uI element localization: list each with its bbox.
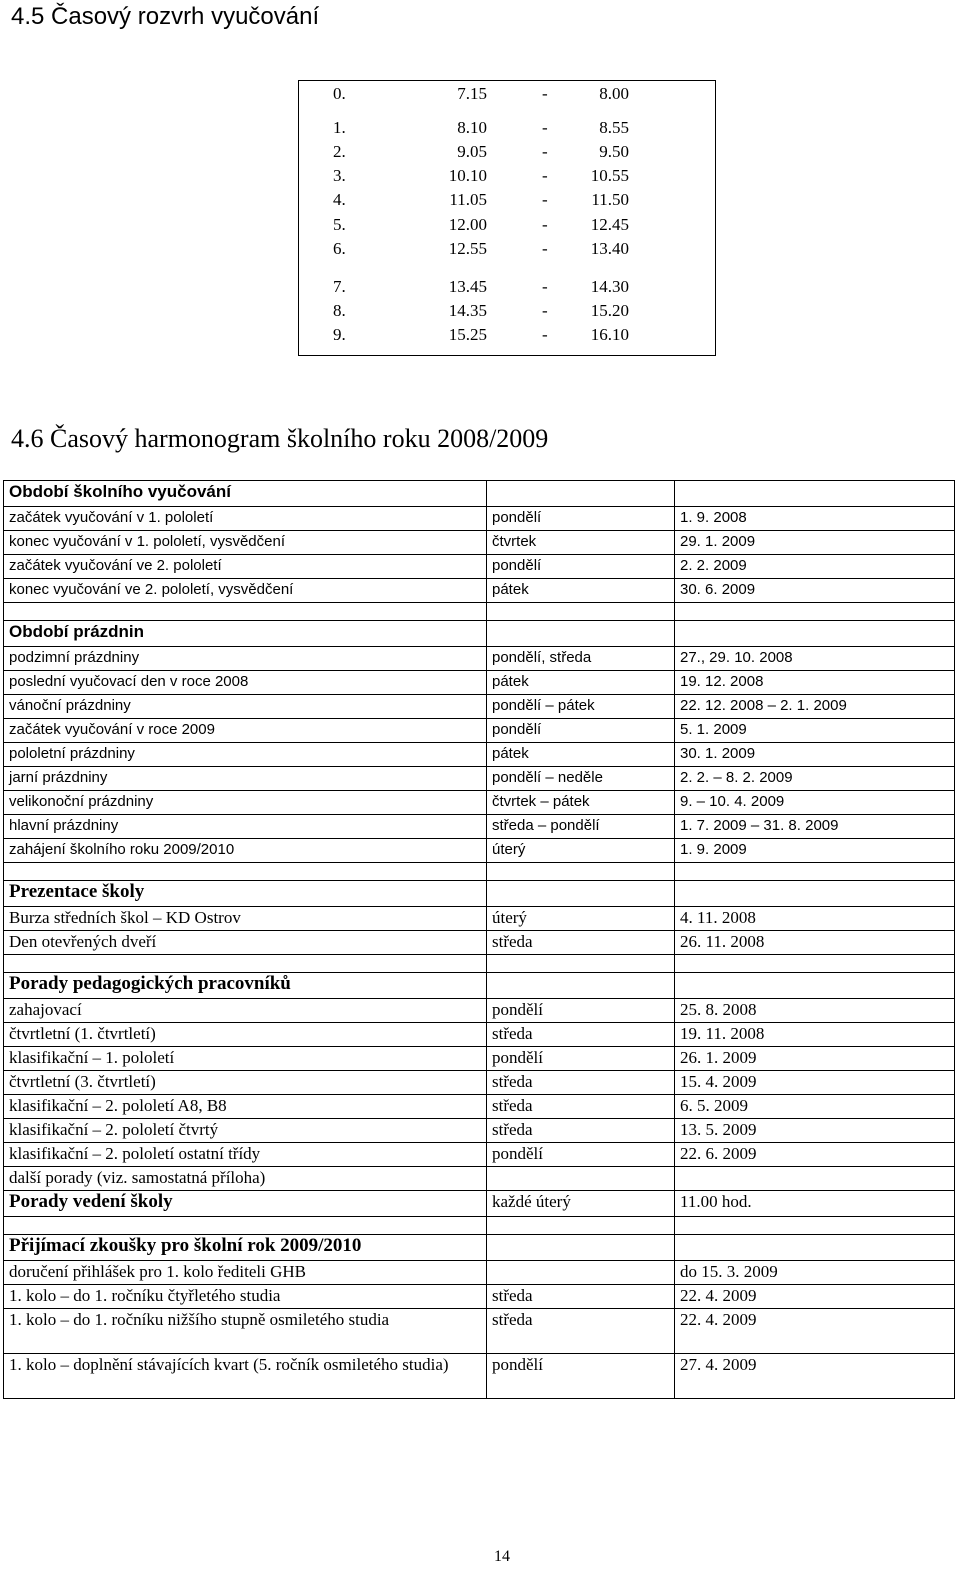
date-cell: 30. 6. 2009: [675, 579, 955, 603]
date-cell: 22. 6. 2009: [675, 1143, 955, 1167]
table-row: [4, 767, 955, 791]
time-to: 12.45: [590, 215, 629, 234]
date-cell: 15. 4. 2009: [675, 1071, 955, 1095]
section-header-row: [4, 973, 955, 999]
time-dash: -: [542, 325, 548, 344]
day-cell: pondělí: [487, 999, 675, 1023]
schedule-row: [299, 189, 715, 211]
section-header-row: [4, 1191, 955, 1217]
table-row: [4, 671, 955, 695]
time-from: 14.35: [448, 301, 487, 320]
day-cell: pondělí: [487, 1354, 675, 1399]
time-dash: -: [542, 190, 548, 209]
date-cell: 5. 1. 2009: [675, 719, 955, 743]
table-row: [4, 1143, 955, 1167]
day-cell: středa: [487, 931, 675, 955]
date-cell: 22. 4. 2009: [675, 1285, 955, 1309]
table-row: [4, 579, 955, 603]
empty-cell: [487, 881, 675, 907]
event-cell: další porady (viz. samostatná příloha): [4, 1167, 487, 1191]
date-cell: 19. 12. 2008: [675, 671, 955, 695]
date-cell: 27. 4. 2009: [675, 1354, 955, 1399]
date-cell: 19. 11. 2008: [675, 1023, 955, 1047]
time-to: 8.55: [599, 118, 629, 137]
schedule-row: [299, 165, 715, 187]
date-cell: 22. 4. 2009: [675, 1309, 955, 1354]
table-row: [4, 999, 955, 1023]
day-cell: úterý: [487, 839, 675, 863]
event-cell: čtvrtletní (3. čtvrtletí): [4, 1071, 487, 1095]
day-cell: [487, 1261, 675, 1285]
table-row: [4, 1119, 955, 1143]
table-row: [4, 1285, 955, 1309]
day-cell: pondělí – pátek: [487, 695, 675, 719]
time-dash: -: [542, 142, 548, 161]
table-row: [4, 1261, 955, 1285]
empty-cell: [675, 881, 955, 907]
date-cell: 26. 11. 2008: [675, 931, 955, 955]
date-cell: 25. 8. 2008: [675, 999, 955, 1023]
event-cell: velikonoční prázdniny: [4, 791, 487, 815]
time-to: 16.10: [590, 325, 629, 344]
spacer-cell: [4, 863, 487, 881]
day-cell: úterý: [487, 907, 675, 931]
lesson-number: 3.: [333, 166, 346, 185]
spacer-row: [4, 863, 955, 881]
date-cell: 26. 1. 2009: [675, 1047, 955, 1071]
time-to: 14.30: [590, 277, 629, 296]
day-cell: čtvrtek – pátek: [487, 791, 675, 815]
spacer-cell: [675, 955, 955, 973]
day-cell: pondělí: [487, 555, 675, 579]
event-cell: poslední vyučovací den v roce 2008: [4, 671, 487, 695]
section-title: Období školního vyučování: [4, 481, 487, 507]
event-cell: klasifikační – 2. pololetí A8, B8: [4, 1095, 487, 1119]
table-row: [4, 719, 955, 743]
empty-cell: [487, 621, 675, 647]
date-cell: 2. 2. – 8. 2. 2009: [675, 767, 955, 791]
event-cell: podzimní prázdniny: [4, 647, 487, 671]
schedule-row: [299, 276, 715, 298]
date-cell: 6. 5. 2009: [675, 1095, 955, 1119]
time-from: 13.45: [448, 277, 487, 296]
event-cell: konec vyučování ve 2. pololetí, vysvědčení: [4, 579, 487, 603]
school-year-timetable: [3, 480, 955, 1399]
event-cell: klasifikační – 2. pololetí ostatní třídy: [4, 1143, 487, 1167]
section-heading-4-6: 4.6 Časový harmonogram školního roku 2008/2009: [11, 424, 549, 453]
event-cell: začátek vyučování v roce 2009: [4, 719, 487, 743]
schedule-row: [299, 300, 715, 322]
time-from: 11.05: [449, 190, 487, 209]
event-cell: 1. kolo – do 1. ročníku nižšího stupně osmiletého studia: [4, 1309, 487, 1354]
table-row: [4, 839, 955, 863]
table-row: [4, 1071, 955, 1095]
event-cell: čtvrtletní (1. čtvrtletí): [4, 1023, 487, 1047]
lesson-schedule-box: [298, 80, 716, 356]
day-cell: středa: [487, 1309, 675, 1354]
empty-cell: [675, 621, 955, 647]
empty-cell: [487, 973, 675, 999]
table-row: [4, 1354, 955, 1399]
date-cell: 1. 9. 2008: [675, 507, 955, 531]
spacer-cell: [487, 603, 675, 621]
empty-cell: [675, 1235, 955, 1261]
schedule-row: [299, 324, 715, 346]
spacer-cell: [675, 603, 955, 621]
day-cell: pátek: [487, 579, 675, 603]
spacer-cell: [675, 1217, 955, 1235]
event-cell: jarní prázdniny: [4, 767, 487, 791]
table-row: [4, 907, 955, 931]
day-cell: [487, 1167, 675, 1191]
table-row: [4, 1023, 955, 1047]
page-number: 14: [494, 1548, 510, 1565]
schedule-row: [299, 141, 715, 163]
event-cell: 1. kolo – doplnění stávajících kvart (5. ročník osmiletého studia): [4, 1354, 487, 1399]
schedule-row: [299, 214, 715, 236]
spacer-cell: [675, 863, 955, 881]
spacer-cell: [4, 603, 487, 621]
spacer-cell: [4, 955, 487, 973]
day-cell: středa: [487, 1023, 675, 1047]
event-cell: klasifikační – 2. pololetí čtvrtý: [4, 1119, 487, 1143]
day-cell: pátek: [487, 671, 675, 695]
date-cell: 30. 1. 2009: [675, 743, 955, 767]
event-cell: hlavní prázdniny: [4, 815, 487, 839]
spacer-cell: [4, 1217, 487, 1235]
day-cell: pondělí, středa: [487, 647, 675, 671]
day-cell: pátek: [487, 743, 675, 767]
section-header-row: [4, 621, 955, 647]
time-from: 12.55: [448, 239, 487, 258]
event-cell: 1. kolo – do 1. ročníku čtyřletého studia: [4, 1285, 487, 1309]
time-from: 15.25: [448, 325, 487, 344]
day-cell: středa – pondělí: [487, 815, 675, 839]
lesson-number: 2.: [333, 142, 346, 161]
time-from: 8.10: [457, 118, 487, 137]
date-cell: [675, 1167, 955, 1191]
day-cell: středa: [487, 1285, 675, 1309]
spacer-cell: [487, 1217, 675, 1235]
section-title: Porady vedení školy: [4, 1191, 487, 1217]
empty-cell: [487, 1235, 675, 1261]
date-cell: 22. 12. 2008 – 2. 1. 2009: [675, 695, 955, 719]
event-cell: zahájení školního roku 2009/2010: [4, 839, 487, 863]
spacer-row: [4, 1217, 955, 1235]
event-cell: začátek vyučování v 1. pololetí: [4, 507, 487, 531]
date-cell: 29. 1. 2009: [675, 531, 955, 555]
day-cell: pondělí: [487, 1047, 675, 1071]
section-header-row: [4, 881, 955, 907]
date-cell: 1. 7. 2009 – 31. 8. 2009: [675, 815, 955, 839]
day-cell: středa: [487, 1095, 675, 1119]
event-cell: začátek vyučování ve 2. pololetí: [4, 555, 487, 579]
day-cell: středa: [487, 1119, 675, 1143]
lesson-number: 1.: [333, 118, 346, 137]
table-row: [4, 507, 955, 531]
time-dash: -: [542, 239, 548, 258]
section-title: Prezentace školy: [4, 881, 487, 907]
time-to: 11.50: [591, 190, 629, 209]
time-dash: -: [542, 215, 548, 234]
table-row: [4, 555, 955, 579]
lesson-number: 9.: [333, 325, 346, 344]
day-cell: čtvrtek: [487, 531, 675, 555]
schedule-row: [299, 117, 715, 139]
schedule-row: [299, 83, 715, 105]
time-to: 13.40: [590, 239, 629, 258]
date-cell: 1. 9. 2009: [675, 839, 955, 863]
date-cell: 11.00 hod.: [675, 1191, 955, 1217]
lesson-number: 7.: [333, 277, 346, 296]
time-dash: -: [542, 84, 548, 103]
section-title: Porady pedagogických pracovníků: [4, 973, 487, 999]
date-cell: 2. 2. 2009: [675, 555, 955, 579]
event-cell: pololetní prázdniny: [4, 743, 487, 767]
time-dash: -: [542, 277, 548, 296]
time-to: 9.50: [599, 142, 629, 161]
empty-cell: [487, 481, 675, 507]
lesson-number: 0.: [333, 84, 346, 103]
table-row: [4, 531, 955, 555]
event-cell: klasifikační – 1. pololetí: [4, 1047, 487, 1071]
lesson-number: 4.: [333, 190, 346, 209]
lesson-number: 8.: [333, 301, 346, 320]
table-row: [4, 647, 955, 671]
date-cell: 27., 29. 10. 2008: [675, 647, 955, 671]
time-from: 12.00: [448, 215, 487, 234]
day-cell: pondělí: [487, 719, 675, 743]
schedule-row: [299, 238, 715, 260]
table-row: [4, 791, 955, 815]
section-title: Přijímací zkoušky pro školní rok 2009/2010: [4, 1235, 487, 1261]
time-to: 10.55: [590, 166, 629, 185]
table-row: [4, 1309, 955, 1354]
lesson-number: 5.: [333, 215, 346, 234]
event-cell: doručení přihlášek pro 1. kolo řediteli GHB: [4, 1261, 487, 1285]
time-dash: -: [542, 166, 548, 185]
section-header-row: [4, 1235, 955, 1261]
table-row: [4, 743, 955, 767]
spacer-row: [4, 955, 955, 973]
date-cell: 4. 11. 2008: [675, 907, 955, 931]
event-cell: vánoční prázdniny: [4, 695, 487, 719]
table-row: [4, 695, 955, 719]
table-row: [4, 931, 955, 955]
empty-cell: [675, 481, 955, 507]
event-cell: zahajovací: [4, 999, 487, 1023]
time-to: 15.20: [590, 301, 629, 320]
time-dash: -: [542, 301, 548, 320]
day-cell: středa: [487, 1071, 675, 1095]
day-cell: pondělí – neděle: [487, 767, 675, 791]
day-cell: každé úterý: [487, 1191, 675, 1217]
time-from: 7.15: [457, 84, 487, 103]
time-from: 9.05: [457, 142, 487, 161]
table-row: [4, 1095, 955, 1119]
time-from: 10.10: [448, 166, 487, 185]
day-cell: pondělí: [487, 1143, 675, 1167]
spacer-cell: [487, 955, 675, 973]
table-row: [4, 1167, 955, 1191]
event-cell: konec vyučování v 1. pololetí, vysvědčení: [4, 531, 487, 555]
day-cell: pondělí: [487, 507, 675, 531]
section-heading-4-5: 4.5 Časový rozvrh vyučování: [11, 3, 320, 30]
table-row: [4, 1047, 955, 1071]
spacer-cell: [487, 863, 675, 881]
date-cell: do 15. 3. 2009: [675, 1261, 955, 1285]
spacer-row: [4, 603, 955, 621]
empty-cell: [675, 973, 955, 999]
event-cell: Den otevřených dveří: [4, 931, 487, 955]
date-cell: 9. – 10. 4. 2009: [675, 791, 955, 815]
date-cell: 13. 5. 2009: [675, 1119, 955, 1143]
lesson-number: 6.: [333, 239, 346, 258]
time-dash: -: [542, 118, 548, 137]
section-title: Období prázdnin: [4, 621, 487, 647]
time-to: 8.00: [599, 84, 629, 103]
table-row: [4, 815, 955, 839]
event-cell: Burza středních škol – KD Ostrov: [4, 907, 487, 931]
section-header-row: [4, 481, 955, 507]
